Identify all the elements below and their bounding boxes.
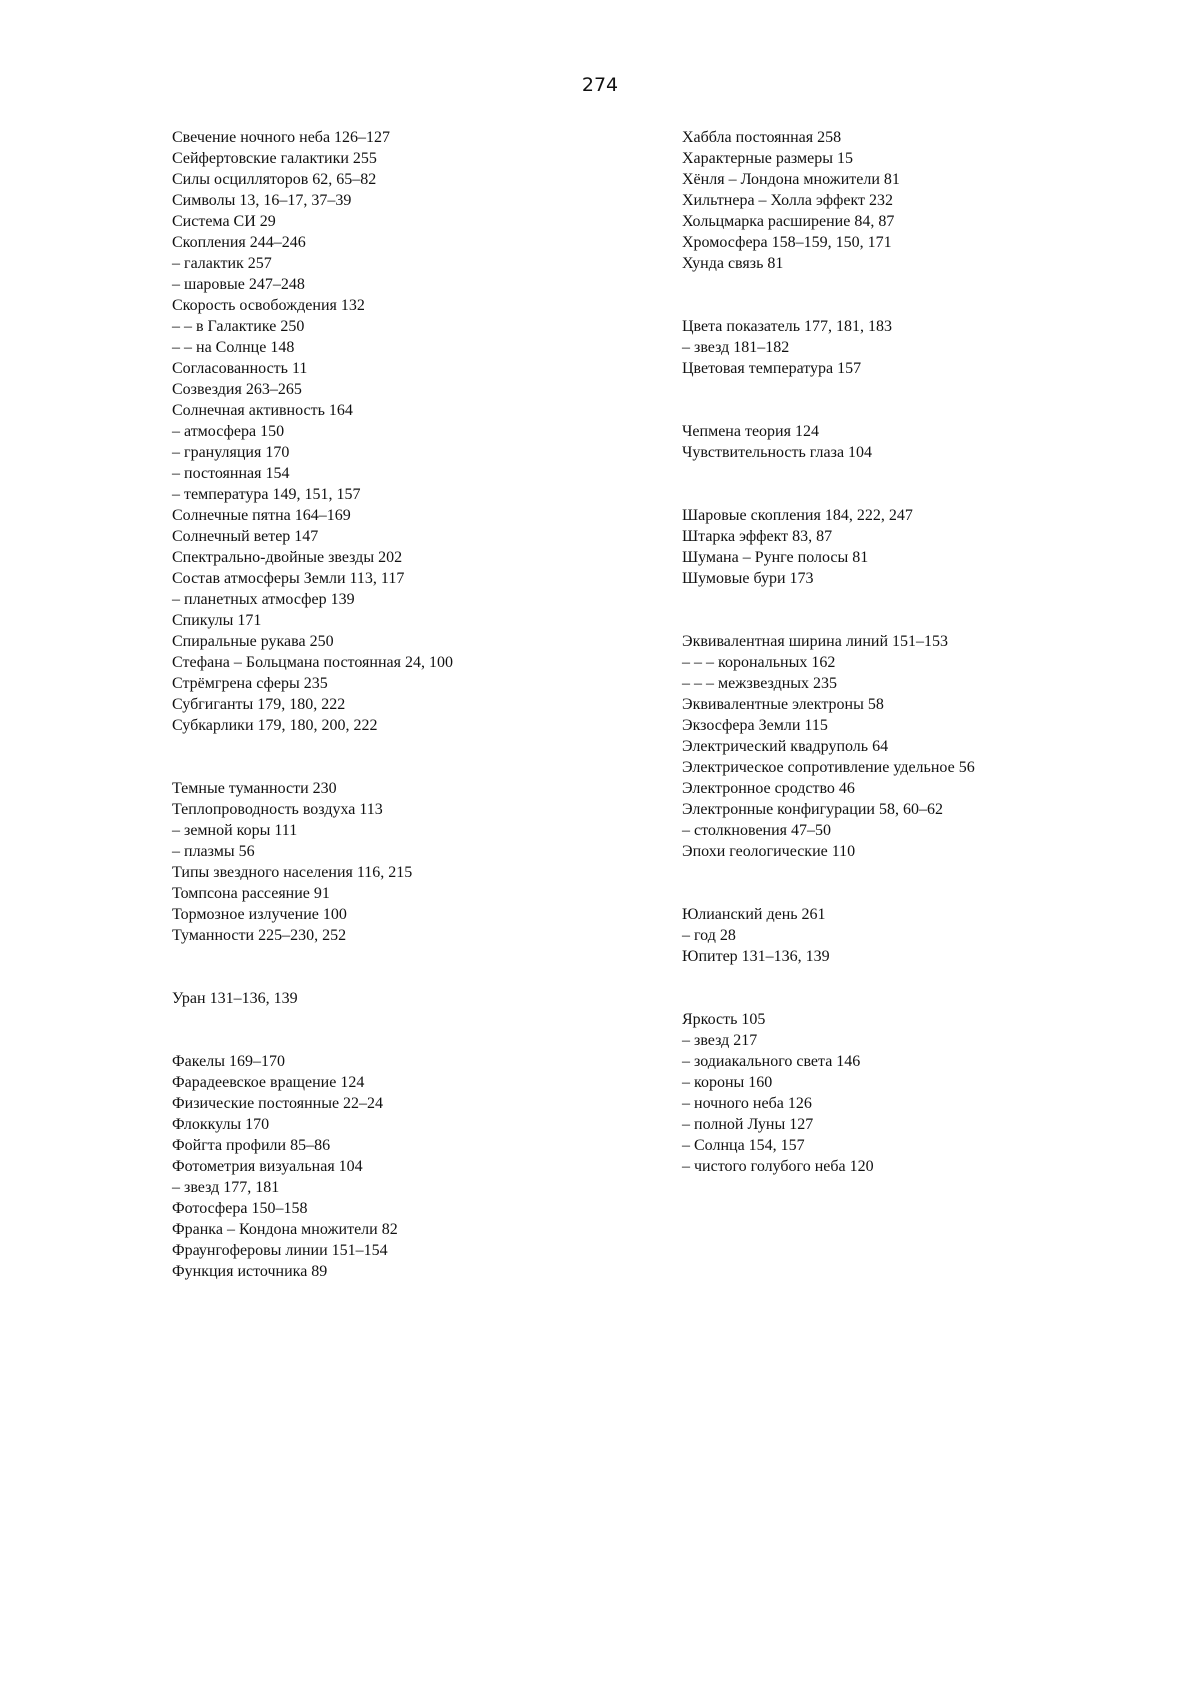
index-letter-group: [682, 505, 975, 589]
index-entry: – зодиакального света 146: [682, 1053, 861, 1070]
index-entry: Чепмена теория 124: [682, 423, 819, 440]
index-letter-group: [682, 904, 975, 967]
index-entry: Спикулы 171: [172, 612, 262, 629]
index-entry: Яркость 105: [682, 1011, 766, 1028]
index-entry: – – в Галактике 250: [172, 318, 305, 335]
index-entry: Спиральные рукава 250: [172, 633, 334, 650]
index-entry: – Солнца 154, 157: [682, 1137, 805, 1154]
index-entry: Фойгта профили 85–86: [172, 1137, 331, 1154]
index-entry: Чувствительность глаза 104: [682, 444, 873, 461]
index-entry: – плазмы 56: [172, 843, 255, 860]
group-separator: [682, 589, 975, 631]
index-entry: Юлианский день 261: [682, 906, 826, 923]
index-entry: – температура 149, 151, 157: [172, 486, 361, 503]
index-letter-group: [682, 127, 975, 274]
index-entry: Цвета показатель 177, 181, 183: [682, 318, 892, 335]
index-entry: Характерные размеры 15: [682, 150, 853, 167]
index-letter-group: [172, 988, 453, 1009]
index-entry: Хильтнера – Холла эффект 232: [682, 192, 894, 209]
index-entry: – – – корональных 162: [682, 654, 836, 671]
index-entry: Хаббла постоянная 258: [682, 129, 842, 146]
index-entry: – – на Солнце 148: [172, 339, 295, 356]
index-entry: Стефана – Больцмана постоянная 24, 100: [172, 654, 453, 671]
index-entry: Электрическое сопротивление удельное 56: [682, 759, 975, 776]
index-entry: Фотосфера 150–158: [172, 1200, 308, 1217]
page-number: 274: [581, 74, 619, 96]
index-entry: Силы осцилляторов 62, 65–82: [172, 171, 377, 188]
index-entry: Тормозное излучение 100: [172, 906, 347, 923]
index-entry: Функция источника 89: [172, 1263, 328, 1280]
index-entry: Солнечная активность 164: [172, 402, 353, 419]
index-entry: Темные туманности 230: [172, 780, 337, 797]
index-entry: Теплопроводность воздуха 113: [172, 801, 383, 818]
group-separator: [682, 967, 975, 1009]
group-separator: [172, 1009, 453, 1051]
index-entry: – звезд 177, 181: [172, 1179, 280, 1196]
index-entry: Шаровые скопления 184, 222, 247: [682, 507, 913, 524]
group-separator: [172, 736, 453, 778]
index-entry: Электрический квадруполь 64: [682, 738, 889, 755]
index-entry: Стрёмгрена сферы 235: [172, 675, 328, 692]
index-entry: Факелы 169–170: [172, 1053, 285, 1070]
index-entry: Юпитер 131–136, 139: [682, 948, 830, 965]
index-entry: Томпсона рассеяние 91: [172, 885, 330, 902]
index-column-right: [682, 127, 975, 1177]
group-separator: [682, 463, 975, 505]
index-entry: – грануляция 170: [172, 444, 290, 461]
index-entry: Фарадеевское вращение 124: [172, 1074, 365, 1091]
index-entry: – звезд 217: [682, 1032, 758, 1049]
index-entry: Фотометрия визуальная 104: [172, 1158, 363, 1175]
index-entry: Экзосфера Земли 115: [682, 717, 828, 734]
index-letter-group: [682, 421, 975, 463]
index-entry: Шумана – Рунге полосы 81: [682, 549, 869, 566]
index-entry: – шаровые 247–248: [172, 276, 305, 293]
index-entry: – планетных атмосфер 139: [172, 591, 355, 608]
group-separator: [682, 274, 975, 316]
index-entry: Солнечный ветер 147: [172, 528, 319, 545]
index-entry: – земной коры 111: [172, 822, 298, 839]
index-entry: – постоянная 154: [172, 465, 290, 482]
index-entry: Электронные конфигурации 58, 60–62: [682, 801, 943, 818]
group-separator: [172, 946, 453, 988]
index-entry: Скорость освобождения 132: [172, 297, 365, 314]
index-entry: Типы звездного населения 116, 215: [172, 864, 413, 881]
index-entry: Хунда связь 81: [682, 255, 784, 272]
index-letter-group: [682, 316, 975, 379]
index-entry: Физические постоянные 22–24: [172, 1095, 384, 1112]
index-entry: Солнечные пятна 164–169: [172, 507, 351, 524]
index-entry: Фраунгоферовы линии 151–154: [172, 1242, 388, 1259]
index-entry: – галактик 257: [172, 255, 272, 272]
index-entry: Шумовые бури 173: [682, 570, 814, 587]
index-letter-group: [172, 127, 453, 736]
group-separator: [682, 379, 975, 421]
index-entry: Система СИ 29: [172, 213, 276, 230]
index-entry: Свечение ночного неба 126–127: [172, 129, 391, 146]
index-entry: Хёнля – Лондона множители 81: [682, 171, 900, 188]
index-entry: Штарка эффект 83, 87: [682, 528, 833, 545]
index-entry: Скопления 244–246: [172, 234, 306, 251]
index-entry: Символы 13, 16–17, 37–39: [172, 192, 352, 209]
index-entry: Цветовая температура 157: [682, 360, 862, 377]
index-entry: Состав атмосферы Земли 113, 117: [172, 570, 405, 587]
index-entry: – атмосфера 150: [172, 423, 285, 440]
index-entry: Согласованность 11: [172, 360, 308, 377]
index-letter-group: [172, 1051, 453, 1282]
index-entry: Электронное сродство 46: [682, 780, 855, 797]
index-entry: Субкарлики 179, 180, 200, 222: [172, 717, 378, 734]
index-column-left: [172, 127, 453, 1282]
index-entry: Франка – Кондона множители 82: [172, 1221, 398, 1238]
index-entry: – звезд 181–182: [682, 339, 790, 356]
index-entry: – – – межзвездных 235: [682, 675, 838, 692]
index-entry: Эквивалентные электроны 58: [682, 696, 884, 713]
index-entry: Хромосфера 158–159, 150, 171: [682, 234, 892, 251]
group-separator: [682, 862, 975, 904]
index-entry: Эпохи геологические 110: [682, 843, 856, 860]
index-entry: – полной Луны 127: [682, 1116, 814, 1133]
index-entry: – год 28: [682, 927, 736, 944]
index-entry: Туманности 225–230, 252: [172, 927, 347, 944]
index-entry: – столкновения 47–50: [682, 822, 832, 839]
index-entry: Сейфертовские галактики 255: [172, 150, 377, 167]
index-entry: – ночного неба 126: [682, 1095, 812, 1112]
index-letter-group: [682, 631, 975, 862]
index-entry: Спектрально-двойные звезды 202: [172, 549, 403, 566]
index-letter-group: [682, 1009, 975, 1177]
index-letter-group: [172, 778, 453, 946]
index-entry: Уран 131–136, 139: [172, 990, 298, 1007]
index-entry: – короны 160: [682, 1074, 773, 1091]
index-entry: Хольцмарка расширение 84, 87: [682, 213, 895, 230]
index-entry: Эквивалентная ширина линий 151–153: [682, 633, 949, 650]
index-entry: Субгиганты 179, 180, 222: [172, 696, 346, 713]
index-entry: – чистого голубого неба 120: [682, 1158, 874, 1175]
index-entry: Флоккулы 170: [172, 1116, 270, 1133]
index-entry: Созвездия 263–265: [172, 381, 302, 398]
